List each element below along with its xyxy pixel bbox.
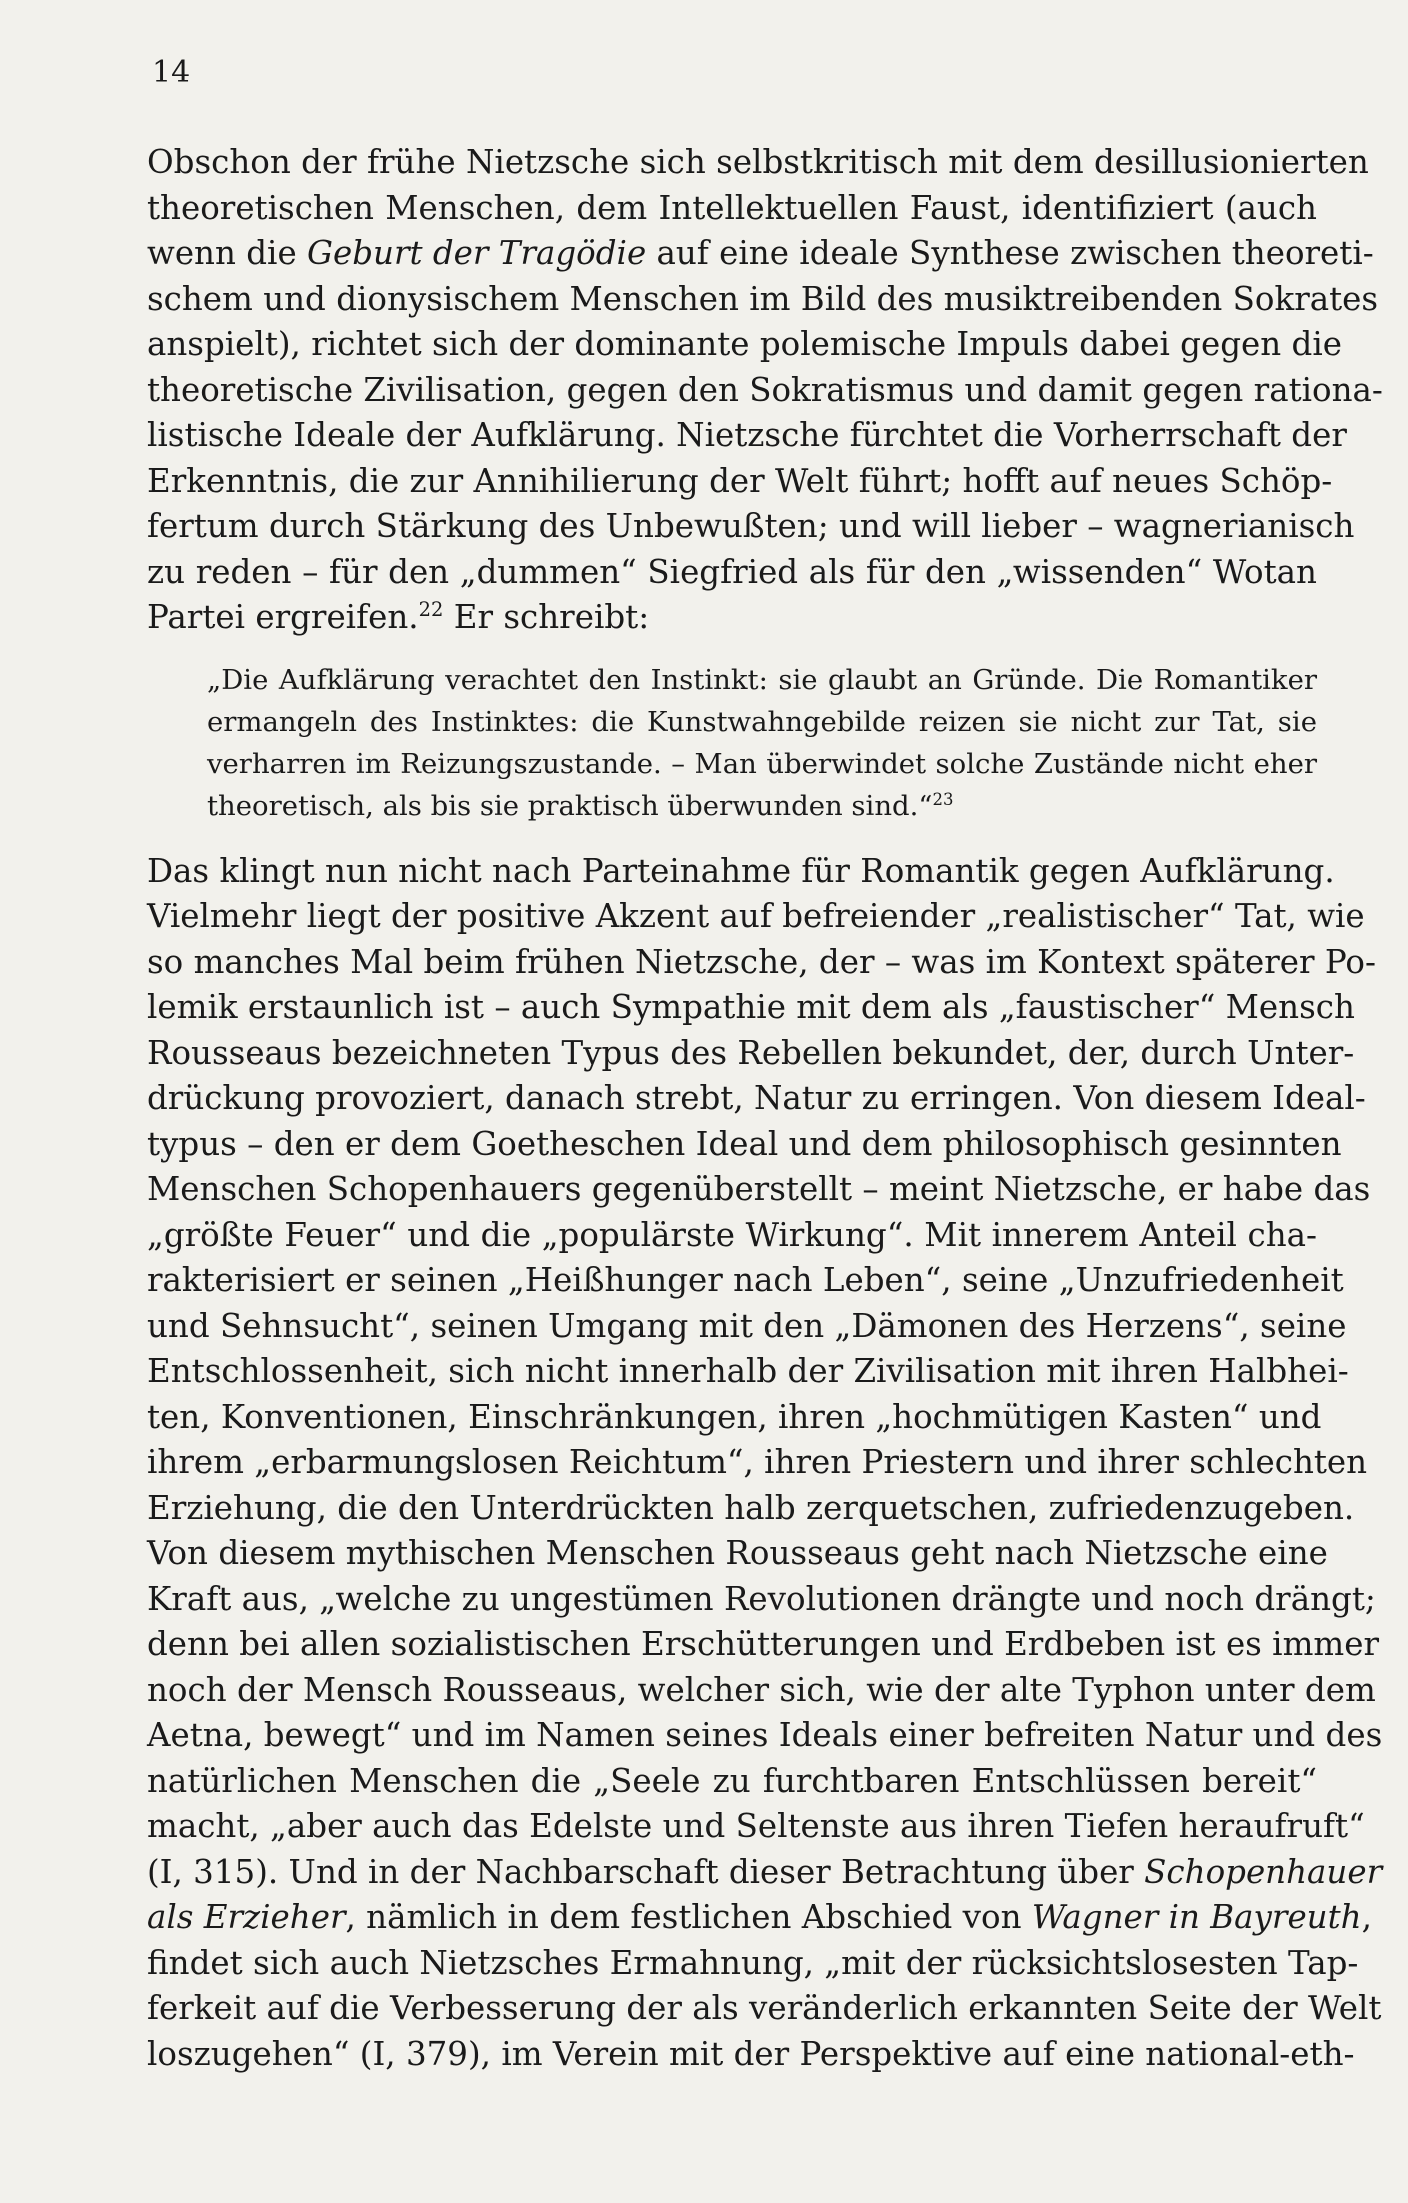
text-run: ,	[1361, 1898, 1372, 1936]
text-line: ermangeln des Instinktes: die Kunstwahngebilde reizen sie nicht zur Tat, sie	[207, 705, 1317, 738]
text-line: anspielt), richtet sich der dominante polemische Impuls dabei gegen die	[147, 325, 1342, 363]
text-line: verharren im Reizungszustande. – Man überwindet solche Zustände nicht eher	[207, 747, 1317, 780]
text-line: listische Ideale der Aufklärung. Nietzsche fürchtet die Vorherrschaft der	[147, 416, 1347, 454]
block-quote	[207, 659, 1317, 827]
text-run: , nämlich in dem festlichen Abschied von	[345, 1898, 1032, 1936]
text-line: ten, Konventionen, Einschränkungen, ihren „hochmütigen Kasten“ und	[147, 1397, 1322, 1436]
text-line: typus – den er dem Goetheschen Ideal und dem philosophisch gesinnten	[147, 1124, 1342, 1163]
paragraph-2	[147, 849, 1383, 2078]
text-line: Vielmehr liegt der positive Akzent auf befreiender „realistischer“ Tat, wie	[147, 897, 1365, 935]
page-number: 14	[152, 55, 191, 90]
text-line: „Die Aufklärung verachtet den Instinkt: sie glaubt an Gründe. Die Romantiker	[207, 663, 1317, 696]
text-line: Obschon der frühe Nietzsche sich selbstkritisch mit dem desillusionierten	[147, 143, 1369, 181]
text-line: ihrem „erbarmungslosen Reichtum“, ihren Priestern und ihrer schlechten	[147, 1443, 1368, 1481]
text-run: Partei ergreifen.	[147, 598, 419, 636]
text-line: zu reden – für den „dummen“ Siegfried als für den „wissenden“ Wotan	[147, 552, 1317, 591]
italic-title: Schopenhauer	[1144, 1852, 1383, 1891]
text-line: ferkeit auf die Verbesserung der als veränderlich erkannten Seite der Welt	[147, 1989, 1382, 2027]
footnote-ref: 23	[932, 789, 954, 809]
italic-title: Wagner in Bayreuth	[1031, 1898, 1362, 1936]
text-line: denn bei allen sozialistischen Erschütterungen und Erdbeben ist es immer	[147, 1625, 1379, 1663]
text-run: wenn die	[147, 234, 308, 272]
text-line: Erkenntnis, die zur Annihilierung der Welt führt; hofft auf neues Schöp-	[147, 461, 1333, 500]
text-line	[147, 1850, 1383, 1896]
text-line: Kraft aus, „welche zu ungestümen Revolutionen drängte und noch drängt;	[147, 1579, 1376, 1618]
text-line: Menschen Schopenhauers gegenüberstellt – meint Nietzsche, er habe das	[147, 1170, 1371, 1208]
text-line: macht, „aber auch das Edelste und Seltenste aus ihren Tiefen heraufruft“	[147, 1807, 1365, 1845]
text-line: fertum durch Stärkung des Unbewußten; und will lieber – wagnerianisch	[147, 507, 1355, 545]
text-line	[147, 595, 1317, 641]
text-line: Entschlossenheit, sich nicht innerhalb der Zivilisation mit ihren Halbhei-	[147, 1352, 1349, 1390]
text-line: Erziehung, die den Unterdrückten halb zerquetschen, zufriedenzugeben.	[147, 1488, 1355, 1527]
text-run: auf eine ideale Synthese zwischen theoreti-	[646, 234, 1374, 272]
text-line: noch der Mensch Rousseaus, welcher sich, wie der alte Typhon unter dem	[147, 1670, 1376, 1709]
text-line	[147, 1895, 1372, 1941]
text-line: theoretischen Menschen, dem Intellektuellen Faust, identifiziert (auch	[147, 188, 1317, 227]
text-line: drückung provoziert, danach strebt, Natur zu erringen. Von diesem Ideal-	[147, 1079, 1366, 1117]
text-line: Rousseaus bezeichneten Typus des Rebellen bekundet, der, durch Unter-	[147, 1033, 1355, 1072]
text-run: (I, 315). Und in der Nachbarschaft dieser Betrachtung über	[147, 1852, 1145, 1891]
italic-title: Geburt der Tragödie	[307, 234, 647, 272]
body-text	[147, 140, 1383, 2077]
text-line: natürlichen Menschen die „Seele zu furchtbaren Entschlüssen bereit“	[147, 1761, 1317, 1800]
text-line: so manches Mal beim frühen Nietzsche, der – was im Kontext späterer Po-	[147, 942, 1376, 981]
text-line	[147, 231, 1374, 277]
text-line: Aetna, bewegt“ und im Namen seines Ideals einer befreiten Natur und des	[147, 1716, 1383, 1754]
text-line: und Sehnsucht“, seinen Umgang mit den „Dämonen des Herzens“, seine	[147, 1306, 1347, 1345]
text-line: theoretische Zivilisation, gegen den Sokratismus und damit gegen rationa-	[147, 370, 1383, 409]
text-line: rakterisiert er seinen „Heißhunger nach Leben“, seine „Unzufriedenheit	[147, 1261, 1344, 1299]
text-line: Von diesem mythischen Menschen Rousseaus geht nach Nietzsche eine	[147, 1534, 1328, 1572]
text-line: lemik erstaunlich ist – auch Sympathie mit dem als „faustischer“ Mensch	[147, 988, 1355, 1026]
paragraph-1	[147, 140, 1383, 641]
footnote-ref: 22	[418, 598, 444, 622]
text-run: theoretisch, als bis sie praktisch überwunden sind.“	[207, 789, 933, 822]
text-line: schem und dionysischem Menschen im Bild des musiktreibenden Sokrates	[147, 279, 1379, 318]
text-line	[207, 785, 1317, 827]
italic-title: als Erzieher	[147, 1898, 346, 1936]
text-line: Das klingt nun nicht nach Parteinahme für Romantik gegen Aufklärung.	[147, 851, 1335, 890]
text-line: „größte Feuer“ und die „populärste Wirkung“. Mit innerem Anteil cha-	[147, 1215, 1317, 1254]
text-line: findet sich auch Nietzsches Ermahnung, „mit der rücksichtslosesten Tap-	[147, 1943, 1359, 1982]
text-line: loszugehen“ (I, 379), im Verein mit der Perspektive auf eine national-eth-	[147, 2034, 1355, 2073]
text-run: Er schreibt:	[443, 598, 650, 636]
